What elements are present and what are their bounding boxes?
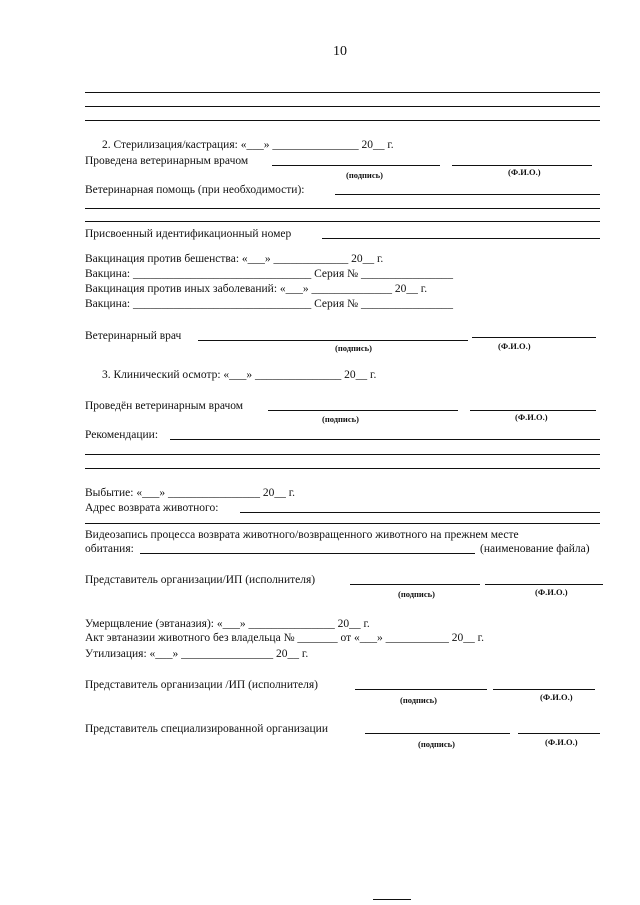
blank-line <box>170 439 600 440</box>
name-caption: (Ф.И.О.) <box>545 737 578 747</box>
name-caption: (Ф.И.О.) <box>535 587 568 597</box>
vaccine-line-2: Вакцина: _______________________________ Серия № ________________ <box>85 298 453 310</box>
signature-caption: (подпись) <box>398 589 435 599</box>
conducted-by-label: Проведён ветеринарным врачом <box>85 400 244 412</box>
signature-caption: (подпись) <box>346 170 383 180</box>
name-caption: (Ф.И.О.) <box>515 412 548 422</box>
signature-line <box>355 689 487 690</box>
blank-line <box>85 120 600 121</box>
id-number-label: Присвоенный идентификационный номер <box>85 228 292 240</box>
vaccine-line-1: Вакцина: _______________________________ Серия № ________________ <box>85 268 453 280</box>
other-vaccination: Вакцинация против иных заболеваний: «___» ______________ 20__ г. <box>85 283 428 295</box>
signature-line <box>350 584 480 585</box>
return-address-label: Адрес возврата животного: <box>85 502 219 514</box>
name-line <box>452 165 592 166</box>
clinical-exam-line: 3. Клинический осмотр: «___» _______________ 20__ г. <box>102 369 377 381</box>
blank-line <box>240 512 600 513</box>
signature-line <box>268 410 458 411</box>
vet-doctor-label: Ветеринарный врач <box>85 330 182 342</box>
signature-line <box>365 733 510 734</box>
blank-line <box>85 523 600 524</box>
conducted-by-label: Проведена ветеринарным врачом <box>85 155 249 167</box>
signature-line <box>272 165 440 166</box>
blank-line <box>85 454 600 455</box>
name-caption: (Ф.И.О.) <box>540 692 573 702</box>
blank-line <box>85 106 600 107</box>
sterilization-line: 2. Стерилизация/кастрация: «___» _______________ 20__ г. <box>102 139 394 151</box>
blank-line <box>322 238 600 239</box>
blank-line <box>85 208 600 209</box>
video-file-label: (наименование файла) <box>480 543 590 555</box>
blank-line <box>140 553 475 554</box>
video-line-1: Видеозапись процесса возврата животного/возвращенного животного на прежнем месте <box>85 529 519 541</box>
vet-help-label: Ветеринарная помощь (при необходимости): <box>85 184 305 196</box>
euthanasia-line: Умерщвление (эвтаназия): «___» _______________ 20__ г. <box>85 618 370 630</box>
blank-line <box>85 221 600 222</box>
disposal-line: Утилизация: «___» ________________ 20__ г. <box>85 648 309 660</box>
representative-label: Представитель организации/ИП (исполнителя) <box>85 574 316 586</box>
rabies-vaccination: Вакцинация против бешенства: «___» _____________ 20__ г. <box>85 253 384 265</box>
euthanasia-act-line: Акт эвтаназии животного без владельца № _______ от «___» ___________ 20__ г. <box>85 632 484 644</box>
departure-line: Выбытие: «___» ________________ 20__ г. <box>85 487 295 499</box>
blank-line <box>85 92 600 93</box>
signature-line <box>198 340 468 341</box>
signature-caption: (подпись) <box>335 343 372 353</box>
blank-line <box>85 468 600 469</box>
footer-mark <box>373 899 411 900</box>
page-number: 10 <box>333 44 347 59</box>
signature-caption: (подпись) <box>418 739 455 749</box>
representative-label: Представитель организации /ИП (исполнителя) <box>85 679 318 691</box>
video-line-2: обитания: <box>85 543 134 555</box>
name-line <box>493 689 595 690</box>
recommendations-label: Рекомендации: <box>85 429 159 441</box>
signature-caption: (подпись) <box>400 695 437 705</box>
name-caption: (Ф.И.О.) <box>498 341 531 351</box>
signature-caption: (подпись) <box>322 414 359 424</box>
name-line <box>518 733 600 734</box>
name-line <box>472 337 596 338</box>
specialized-representative-label: Представитель специализированной организации <box>85 723 328 735</box>
blank-line <box>335 194 600 195</box>
name-caption: (Ф.И.О.) <box>508 167 541 177</box>
name-line <box>485 584 603 585</box>
name-line <box>470 410 596 411</box>
